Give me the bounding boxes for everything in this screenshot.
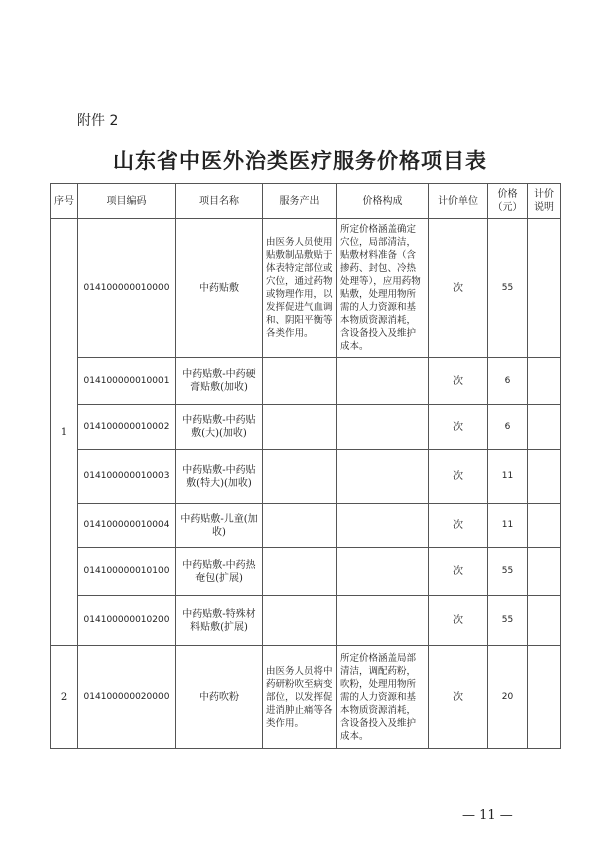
note-cell xyxy=(528,358,561,405)
name-cell: 中药吹粉 xyxy=(176,646,263,749)
header-code: 项目编码 xyxy=(78,184,176,219)
header-price: 价格（元） xyxy=(488,184,528,219)
seq-cell: 1 xyxy=(51,219,78,646)
code-cell: 014100000010002 xyxy=(78,405,176,450)
price-cell: 55 xyxy=(488,548,528,596)
code-cell: 014100000010000 xyxy=(78,219,176,358)
unit-cell: 次 xyxy=(429,450,488,504)
composition-cell xyxy=(337,405,429,450)
price-cell: 20 xyxy=(488,646,528,749)
note-cell xyxy=(528,219,561,358)
table-row xyxy=(51,646,561,749)
price-cell: 55 xyxy=(488,219,528,358)
composition-cell: 所定价格涵盖确定穴位，局部清洁，贴敷材料准备（含掺药、封包、冷热处理等），应用药物贴敷，处理用物所需的人力资源和基本物质资源消耗，含设备投入及维护成本。 xyxy=(337,219,429,358)
header-composition: 价格构成 xyxy=(337,184,429,219)
price-cell: 11 xyxy=(488,450,528,504)
service-cell xyxy=(263,358,337,405)
unit-cell: 次 xyxy=(429,405,488,450)
attachment-label: 附件 2 xyxy=(77,113,119,129)
header-name: 项目名称 xyxy=(176,184,263,219)
seq-cell: 2 xyxy=(51,646,78,749)
composition-cell xyxy=(337,450,429,504)
composition-cell xyxy=(337,358,429,405)
document-title: 山东省中医外治类医疗服务价格项目表 xyxy=(113,148,487,173)
price-cell: 11 xyxy=(488,504,528,548)
table-row xyxy=(51,405,561,450)
note-cell xyxy=(528,450,561,504)
name-cell: 中药贴敷-儿童(加收) xyxy=(176,504,263,548)
table-row xyxy=(51,548,561,596)
name-cell: 中药贴敷-中药热奄包(扩展) xyxy=(176,548,263,596)
table-row xyxy=(51,219,561,358)
note-cell xyxy=(528,596,561,646)
service-cell xyxy=(263,450,337,504)
code-cell: 014100000010001 xyxy=(78,358,176,405)
unit-cell: 次 xyxy=(429,358,488,405)
name-cell: 中药贴敷 xyxy=(176,219,263,358)
unit-cell: 次 xyxy=(429,548,488,596)
note-cell xyxy=(528,405,561,450)
header-service: 服务产出 xyxy=(263,184,337,219)
code-cell: 014100000010004 xyxy=(78,504,176,548)
note-cell xyxy=(528,504,561,548)
name-cell: 中药贴敷-中药硬膏贴敷(加收) xyxy=(176,358,263,405)
table-row xyxy=(51,504,561,548)
service-cell: 由医务人员将中药研粉吹至病变部位，以发挥促进消肿止痛等各类作用。 xyxy=(263,646,337,749)
composition-cell xyxy=(337,596,429,646)
service-cell xyxy=(263,596,337,646)
composition-cell xyxy=(337,548,429,596)
code-cell: 014100000010100 xyxy=(78,548,176,596)
name-cell: 中药贴敷-特殊材料贴敷(扩展) xyxy=(176,596,263,646)
price-cell: 6 xyxy=(488,405,528,450)
unit-cell: 次 xyxy=(429,646,488,749)
table-row xyxy=(51,596,561,646)
header-seq: 序号 xyxy=(51,184,78,219)
name-cell: 中药贴敷-中药贴敷(特大)(加收) xyxy=(176,450,263,504)
unit-cell: 次 xyxy=(429,504,488,548)
price-table xyxy=(50,183,561,749)
price-cell: 6 xyxy=(488,358,528,405)
header-row xyxy=(51,184,561,219)
service-cell xyxy=(263,504,337,548)
code-cell: 014100000010200 xyxy=(78,596,176,646)
composition-cell: 所定价格涵盖局部清洁，调配药粉，吹粉，处理用物所需的人力资源和基本物质资源消耗，含设备投入及维护成本。 xyxy=(337,646,429,749)
table-row xyxy=(51,450,561,504)
note-cell xyxy=(528,646,561,749)
unit-cell: 次 xyxy=(429,596,488,646)
composition-cell xyxy=(337,504,429,548)
header-unit: 计价单位 xyxy=(429,184,488,219)
name-cell: 中药贴敷-中药贴敷(大)(加收) xyxy=(176,405,263,450)
price-cell: 55 xyxy=(488,596,528,646)
table-row xyxy=(51,358,561,405)
header-note: 计价说明 xyxy=(528,184,561,219)
page-number: — 11 — xyxy=(462,808,513,823)
service-cell xyxy=(263,405,337,450)
code-cell: 014100000020000 xyxy=(78,646,176,749)
note-cell xyxy=(528,548,561,596)
service-cell xyxy=(263,548,337,596)
service-cell: 由医务人员使用贴敷制品敷贴于体表特定部位或穴位，通过药物或物理作用，以发挥促进气血调和、阴阳平衡等各类作用。 xyxy=(263,219,337,358)
unit-cell: 次 xyxy=(429,219,488,358)
code-cell: 014100000010003 xyxy=(78,450,176,504)
